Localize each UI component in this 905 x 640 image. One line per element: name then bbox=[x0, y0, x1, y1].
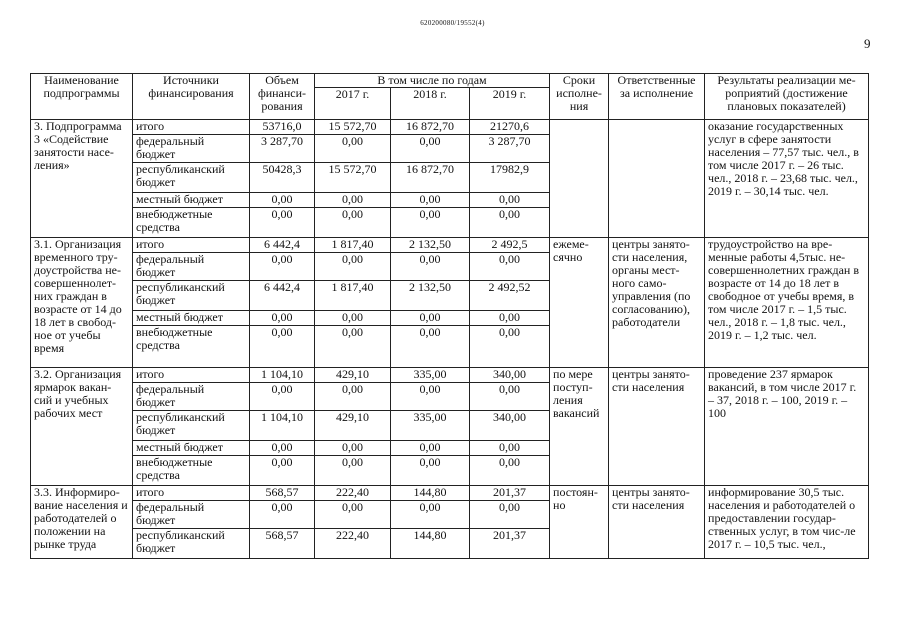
value-year-2017: 15 572,70 bbox=[315, 163, 391, 193]
value-year-2019: 201,37 bbox=[470, 486, 550, 501]
subprogram-name: 3.3. Информиро-вание населения и работодателей о положении на рынке труда bbox=[31, 486, 133, 559]
funding-source: федеральный бюджет bbox=[133, 135, 250, 163]
value-year-2017: 0,00 bbox=[315, 326, 391, 368]
value-year-2018: 0,00 bbox=[391, 441, 470, 456]
result-cell: проведение 237 ярмарок вакансий, в том числе 2017 г. – 37, 2018 г. – 100, 2019 г. – 100 bbox=[705, 368, 869, 486]
value-year-2017: 0,00 bbox=[315, 311, 391, 326]
funding-source: республиканский бюджет bbox=[133, 163, 250, 193]
header-volume: Объем финанси-рования bbox=[250, 74, 315, 120]
value-volume: 1 104,10 bbox=[250, 368, 315, 383]
value-year-2017: 0,00 bbox=[315, 253, 391, 281]
table-body bbox=[31, 120, 869, 559]
responsible-cell: центры занято-сти населения bbox=[609, 486, 705, 559]
value-year-2018: 0,00 bbox=[391, 135, 470, 163]
value-year-2018: 0,00 bbox=[391, 208, 470, 238]
value-year-2018: 0,00 bbox=[391, 311, 470, 326]
funding-source: местный бюджет bbox=[133, 441, 250, 456]
term-cell: по мере поступ-ления вакансий bbox=[550, 368, 609, 486]
value-year-2017: 222,40 bbox=[315, 486, 391, 501]
term-cell bbox=[550, 120, 609, 238]
value-year-2019: 0,00 bbox=[470, 311, 550, 326]
value-volume: 0,00 bbox=[250, 208, 315, 238]
term-cell: ежеме-сячно bbox=[550, 238, 609, 368]
value-year-2019: 3 287,70 bbox=[470, 135, 550, 163]
header-responsible: Ответственные за исполнение bbox=[609, 74, 705, 120]
value-year-2017: 1 817,40 bbox=[315, 238, 391, 253]
value-year-2017: 0,00 bbox=[315, 135, 391, 163]
header-name: Наименование подпрограммы bbox=[31, 74, 133, 120]
funding-source: республиканский бюджет bbox=[133, 411, 250, 441]
value-year-2018: 16 872,70 bbox=[391, 120, 470, 135]
value-year-2018: 16 872,70 bbox=[391, 163, 470, 193]
funding-source: итого bbox=[133, 368, 250, 383]
value-year-2017: 15 572,70 bbox=[315, 120, 391, 135]
result-cell: оказание государственных услуг в сфере занятости населения – 77,57 тыс. чел., в том числе 2017 г. – 26 тыс. чел., 2018 г. – 23,68 тыс. чел., 2019 г. – 30,14 тыс. чел. bbox=[705, 120, 869, 238]
header-year-2018: 2018 г. bbox=[391, 88, 470, 120]
result-cell: трудоустройство на вре-менные работы 4,5тыс. не-совершеннолетних граждан в возрасте от 14 до 18 лет в свободное от учебы время, в том числе 2017 г. – 1,5 тыс. чел., 2018 г. – 1,8 тыс. чел., 2019 г. – 1,2 тыс. чел. bbox=[705, 238, 869, 368]
table-row bbox=[31, 368, 869, 383]
value-year-2018: 0,00 bbox=[391, 193, 470, 208]
value-volume: 0,00 bbox=[250, 501, 315, 529]
value-year-2017: 0,00 bbox=[315, 501, 391, 529]
value-year-2019: 0,00 bbox=[470, 208, 550, 238]
value-year-2018: 335,00 bbox=[391, 368, 470, 383]
value-volume: 0,00 bbox=[250, 193, 315, 208]
table-row bbox=[31, 120, 869, 135]
value-year-2017: 0,00 bbox=[315, 383, 391, 411]
value-year-2017: 0,00 bbox=[315, 456, 391, 486]
value-year-2019: 0,00 bbox=[470, 441, 550, 456]
result-cell: информирование 30,5 тыс. населения и работодателей о предоставлении государ-ственных услуг, в том чис-ле 2017 г. – 10,5 тыс. чел., bbox=[705, 486, 869, 559]
value-year-2019: 0,00 bbox=[470, 383, 550, 411]
value-year-2017: 0,00 bbox=[315, 441, 391, 456]
value-year-2018: 144,80 bbox=[391, 529, 470, 559]
value-year-2018: 144,80 bbox=[391, 486, 470, 501]
header-year-2017: 2017 г. bbox=[315, 88, 391, 120]
subprogram-name: 3.1. Организация временного тру-доустройства не-совершеннолет-них граждан в возрасте от 14 до 18 лет в свобод-ное от учебы время bbox=[31, 238, 133, 368]
value-year-2019: 0,00 bbox=[470, 253, 550, 281]
value-volume: 568,57 bbox=[250, 486, 315, 501]
value-volume: 0,00 bbox=[250, 456, 315, 486]
value-year-2017: 0,00 bbox=[315, 208, 391, 238]
value-volume: 0,00 bbox=[250, 441, 315, 456]
funding-source: итого bbox=[133, 238, 250, 253]
header-term: Сроки исполне-ния bbox=[550, 74, 609, 120]
value-year-2019: 21270,6 bbox=[470, 120, 550, 135]
value-volume: 3 287,70 bbox=[250, 135, 315, 163]
funding-source: местный бюджет bbox=[133, 193, 250, 208]
header-results: Результаты реализации ме-роприятий (достижение плановых показателей) bbox=[705, 74, 869, 120]
funding-source: федеральный бюджет bbox=[133, 253, 250, 281]
program-table bbox=[30, 73, 869, 559]
value-volume: 0,00 bbox=[250, 383, 315, 411]
responsible-cell bbox=[609, 120, 705, 238]
value-year-2017: 1 817,40 bbox=[315, 281, 391, 311]
table-row bbox=[31, 238, 869, 253]
funding-source: внебюджетные средства bbox=[133, 326, 250, 368]
value-year-2019: 340,00 bbox=[470, 368, 550, 383]
page-number: 9 bbox=[864, 36, 871, 51]
value-volume: 568,57 bbox=[250, 529, 315, 559]
value-year-2018: 2 132,50 bbox=[391, 281, 470, 311]
value-year-2017: 0,00 bbox=[315, 193, 391, 208]
header-by-years: В том числе по годам bbox=[315, 74, 550, 88]
table-header bbox=[31, 74, 869, 120]
value-year-2019: 201,37 bbox=[470, 529, 550, 559]
funding-source: итого bbox=[133, 120, 250, 135]
value-year-2019: 2 492,52 bbox=[470, 281, 550, 311]
value-volume: 0,00 bbox=[250, 326, 315, 368]
header-year-2019: 2019 г. bbox=[470, 88, 550, 120]
funding-source: федеральный бюджет bbox=[133, 501, 250, 529]
value-year-2019: 2 492,5 bbox=[470, 238, 550, 253]
subprogram-name: 3.2. Организация ярмарок вакан-сий и учебных рабочих мест bbox=[31, 368, 133, 486]
value-volume: 0,00 bbox=[250, 311, 315, 326]
value-year-2018: 2 132,50 bbox=[391, 238, 470, 253]
document-id: 620200080/19552(4) bbox=[420, 19, 485, 27]
value-year-2018: 0,00 bbox=[391, 501, 470, 529]
value-volume: 6 442,4 bbox=[250, 238, 315, 253]
value-year-2019: 340,00 bbox=[470, 411, 550, 441]
value-year-2017: 429,10 bbox=[315, 411, 391, 441]
funding-source: внебюджетные средства bbox=[133, 208, 250, 238]
value-year-2018: 335,00 bbox=[391, 411, 470, 441]
subprogram-name: 3. Подпрограмма 3 «Содействие занятости насе-ления» bbox=[31, 120, 133, 238]
value-volume: 53716,0 bbox=[250, 120, 315, 135]
value-year-2018: 0,00 bbox=[391, 383, 470, 411]
funding-source: республиканский бюджет bbox=[133, 281, 250, 311]
value-year-2019: 17982,9 bbox=[470, 163, 550, 193]
funding-source: федеральный бюджет bbox=[133, 383, 250, 411]
funding-source: внебюджетные средства bbox=[133, 456, 250, 486]
value-year-2018: 0,00 bbox=[391, 456, 470, 486]
value-volume: 0,00 bbox=[250, 253, 315, 281]
term-cell: постоян-но bbox=[550, 486, 609, 559]
value-year-2019: 0,00 bbox=[470, 456, 550, 486]
value-year-2018: 0,00 bbox=[391, 253, 470, 281]
value-volume: 6 442,4 bbox=[250, 281, 315, 311]
responsible-cell: центры занято-сти населения, органы мест-ного само-управления (по согласованию), работодатели bbox=[609, 238, 705, 368]
value-volume: 50428,3 bbox=[250, 163, 315, 193]
table-row bbox=[31, 486, 869, 501]
value-volume: 1 104,10 bbox=[250, 411, 315, 441]
funding-source: республиканский бюджет bbox=[133, 529, 250, 559]
header-source: Источники финансирования bbox=[133, 74, 250, 120]
value-year-2017: 429,10 bbox=[315, 368, 391, 383]
value-year-2019: 0,00 bbox=[470, 326, 550, 368]
value-year-2019: 0,00 bbox=[470, 193, 550, 208]
funding-source: местный бюджет bbox=[133, 311, 250, 326]
responsible-cell: центры занято-сти населения bbox=[609, 368, 705, 486]
value-year-2017: 222,40 bbox=[315, 529, 391, 559]
value-year-2018: 0,00 bbox=[391, 326, 470, 368]
value-year-2019: 0,00 bbox=[470, 501, 550, 529]
funding-source: итого bbox=[133, 486, 250, 501]
